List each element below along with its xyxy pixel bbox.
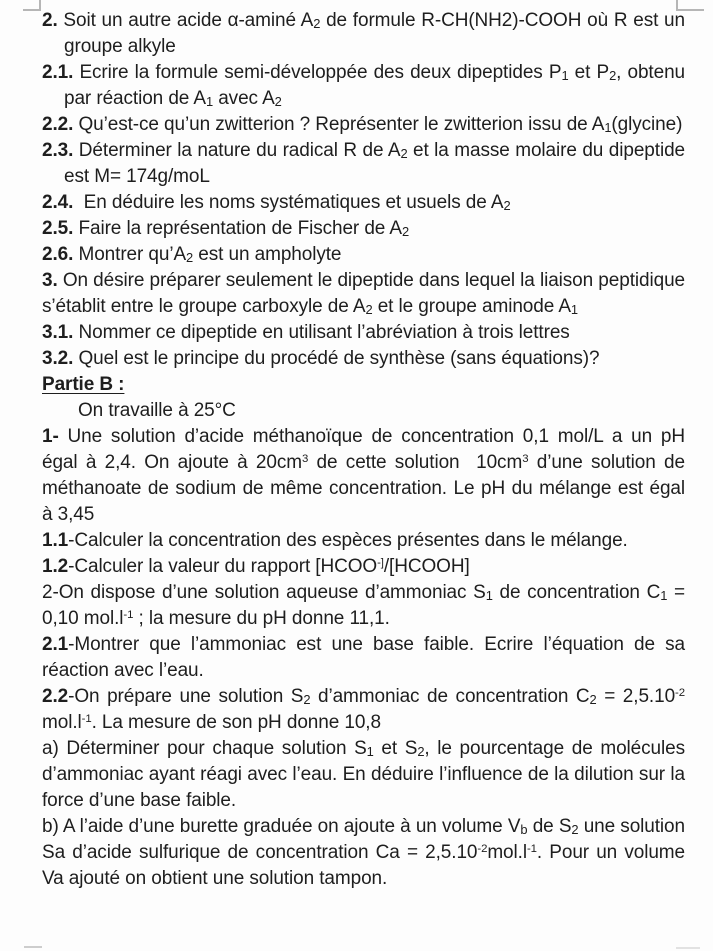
question-b2-a: a) Déterminer pour chaque solution $S_1$ et $S_2$, le pourcentage de molécules d’ammoniac ayant réagi avec l’eau. En déduire l’influence de la dilution sur la force d’une base faible.	[42, 738, 685, 811]
crop-mark-bottom-right	[676, 947, 700, 949]
question-2-5: 2.5. Faire la représentation de Fischer de $A_2$	[42, 218, 410, 239]
question-b1: 1- Une solution d’acide méthanoïque de concentration 0,1 mol/L a un pH égal à 2,4. On ajoute à $20cm^3$ de cette solution $10cm^3$ d’une solution de méthanoate de sodium de même concentration. Le pH du mélange est égal à 3,45	[42, 426, 685, 525]
question-2-4: 2.4. En déduire les noms systématiques et usuels de $A_2$	[42, 192, 511, 213]
temperature-note: On travaille à 25°C	[78, 400, 236, 421]
crop-mark-bottom-left	[24, 946, 42, 948]
question-b2-1: 2.1-Montrer que l’ammoniac est une base faible. Ecrire l’équation de sa réaction avec l’eau.	[42, 634, 685, 681]
question-2-1: 2.1. Ecrire la formule semi-développée des deux dipeptides $P_1$ et $P_2$, obtenu par réaction de $A_1$ avec $A_2$	[42, 62, 686, 109]
question-2-3: 2.3. Déterminer la nature du radical R de $A_2$ et la masse molaire du dipeptide est M= 174g/moL	[42, 140, 686, 187]
question-b2-b: b) A l’aide d’une burette graduée on ajoute à un volume $V_b$ de $S_2$ une solution Sa d’acide sulfurique de concentration $Ca = 2,5.10^{-2}mol.l^{-1}$. Pour un volume Va ajouté on obtient une solution tampon.	[42, 816, 685, 889]
question-2-6: 2.6. Montrer $qu’A_2$ est un ampholyte	[42, 244, 342, 265]
question-3: 3. On désire préparer seulement le dipeptide dans lequel la liaison peptidique s’établit entre le groupe carboxyle de $A_2$ et le groupe aminode $A_1$	[42, 270, 685, 317]
question-3-2: 3.2. Quel est le principe du procédé de synthèse (sans équations)?	[42, 348, 600, 369]
question-b2-2: 2.2-On prépare une solution $S_2$ d’ammoniac de concentration $C_2 = 2,5.10^{-2}$ $mol.l^{-1}$. La mesure de son pH donne 10,8	[42, 686, 685, 733]
question-b2: 2-On dispose d’une solution aqueuse d’ammoniac $S_1$ de concentration $C_1 = 0,10$ $mol.l^{-1}$ ; la mesure du pH donne 11,1.	[42, 582, 685, 629]
question-2-2: 2.2. Qu’est-ce qu’un zwitterion ? Représenter le zwitterion issu de $A_1(glycine)$	[42, 114, 683, 135]
question-b1-2: 1.2-Calculer la valeur du rapport [HCOO-]/[HCOOH]	[42, 556, 470, 577]
question-b1-1: 1.1-Calculer la concentration des espèces présentes dans le mélange.	[42, 530, 628, 551]
partie-b-heading: Partie B :	[42, 374, 125, 395]
question-3-1: 3.1. Nommer ce dipeptide en utilisant l’abréviation à trois lettres	[42, 322, 570, 343]
question-2: 2. Soit un autre acide α-aminé $A_2$ de formule R-CH(NH2)-COOH où R est un groupe alkyle	[42, 10, 685, 57]
